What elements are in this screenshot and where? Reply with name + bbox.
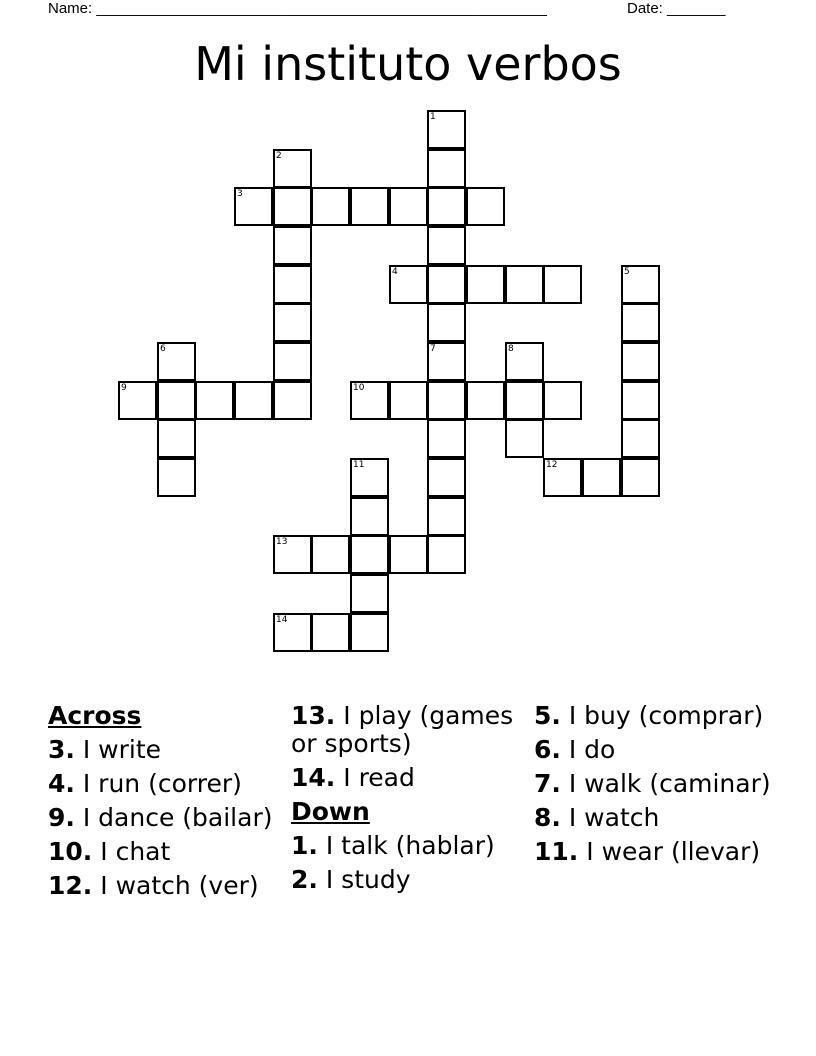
cell-number: 5 xyxy=(624,267,630,277)
clues-column-2 xyxy=(291,702,526,900)
grid-cell[interactable] xyxy=(543,265,582,304)
grid-cell[interactable] xyxy=(427,187,466,226)
date-field-label: Date: _______ xyxy=(627,0,726,17)
grid-cell[interactable] xyxy=(427,149,466,188)
grid-cell[interactable] xyxy=(621,458,660,497)
cell-number: 7 xyxy=(430,344,436,354)
clue-number: 6. xyxy=(534,735,561,764)
clue-down-2 xyxy=(291,866,526,894)
clue-text: I buy (comprar) xyxy=(568,701,764,730)
down-heading: Down xyxy=(291,797,370,826)
cell-number: 6 xyxy=(160,344,166,354)
grid-cell[interactable] xyxy=(350,381,389,420)
clue-number: 9. xyxy=(48,803,75,832)
grid-cell[interactable] xyxy=(621,303,660,342)
grid-cell[interactable] xyxy=(621,381,660,420)
grid-cell[interactable] xyxy=(157,342,196,381)
clue-text: I wear (llevar) xyxy=(586,837,761,866)
cell-number: 10 xyxy=(353,383,365,393)
clue-text: I dance (bailar) xyxy=(82,803,273,832)
grid-cell[interactable] xyxy=(311,613,350,652)
grid-cell[interactable] xyxy=(350,613,389,652)
grid-cell[interactable] xyxy=(389,381,428,420)
grid-cell[interactable] xyxy=(350,458,389,497)
grid-cell[interactable] xyxy=(350,497,389,536)
grid-cell[interactable] xyxy=(273,265,312,304)
cell-number: 3 xyxy=(237,189,243,199)
clue-across-9 xyxy=(48,804,283,832)
grid-cell[interactable] xyxy=(427,497,466,536)
clue-text: I do xyxy=(568,735,616,764)
grid-cell[interactable] xyxy=(466,265,505,304)
clue-text: I watch xyxy=(568,803,660,832)
clue-text: I talk (hablar) xyxy=(325,831,495,860)
clue-number: 5. xyxy=(534,701,561,730)
clue-down-1 xyxy=(291,832,526,860)
cell-number: 11 xyxy=(353,460,365,470)
clue-text: I walk (caminar) xyxy=(568,769,771,798)
grid-cell[interactable] xyxy=(427,226,466,265)
grid-cell[interactable] xyxy=(427,110,466,149)
grid-cell[interactable] xyxy=(157,419,196,458)
clue-down-7 xyxy=(534,770,774,798)
grid-cell[interactable] xyxy=(505,419,544,458)
header-line xyxy=(48,0,748,18)
clue-across-12 xyxy=(48,872,283,900)
grid-cell[interactable] xyxy=(543,381,582,420)
grid-cell[interactable] xyxy=(466,381,505,420)
grid-cell[interactable] xyxy=(273,381,312,420)
grid-cell[interactable] xyxy=(234,187,273,226)
clue-down-5 xyxy=(534,702,774,730)
clue-number: 10. xyxy=(48,837,93,866)
cell-number: 14 xyxy=(276,615,288,625)
grid-cell[interactable] xyxy=(621,342,660,381)
clue-down-6 xyxy=(534,736,774,764)
grid-cell[interactable] xyxy=(389,187,428,226)
clue-text: I study xyxy=(325,865,411,894)
clues-column-3 xyxy=(534,702,774,872)
name-field-label: Name: ______________________________________________________ xyxy=(48,0,547,17)
grid-cell[interactable] xyxy=(582,458,621,497)
grid-cell[interactable] xyxy=(273,187,312,226)
cell-number: 8 xyxy=(508,344,514,354)
grid-cell[interactable] xyxy=(427,381,466,420)
clue-number: 7. xyxy=(534,769,561,798)
clue-text: I run (correr) xyxy=(82,769,242,798)
cell-number: 2 xyxy=(276,151,282,161)
grid-cell[interactable] xyxy=(195,381,234,420)
clue-number: 13. xyxy=(291,701,336,730)
clue-text: I write xyxy=(82,735,162,764)
grid-cell[interactable] xyxy=(350,535,389,574)
grid-cell[interactable] xyxy=(543,458,582,497)
clue-across-10 xyxy=(48,838,283,866)
clue-across-4 xyxy=(48,770,283,798)
cell-number: 4 xyxy=(392,267,398,277)
grid-cell[interactable] xyxy=(466,187,505,226)
grid-cell[interactable] xyxy=(118,381,157,420)
grid-cell[interactable] xyxy=(311,187,350,226)
clue-down-8 xyxy=(534,804,774,832)
clue-number: 12. xyxy=(48,871,93,900)
grid-cell[interactable] xyxy=(621,265,660,304)
grid-cell[interactable] xyxy=(273,342,312,381)
clue-across-13 xyxy=(291,702,526,758)
grid-cell[interactable] xyxy=(273,535,312,574)
cell-number: 1 xyxy=(430,112,436,122)
grid-cell[interactable] xyxy=(350,187,389,226)
grid-cell[interactable] xyxy=(311,535,350,574)
grid-cell[interactable] xyxy=(427,419,466,458)
grid-cell[interactable] xyxy=(621,419,660,458)
grid-cell[interactable] xyxy=(427,535,466,574)
grid-cell[interactable] xyxy=(157,381,196,420)
grid-cell[interactable] xyxy=(389,535,428,574)
clue-text: I read xyxy=(343,763,415,792)
grid-cell[interactable] xyxy=(427,265,466,304)
grid-cell[interactable] xyxy=(273,149,312,188)
cell-number: 9 xyxy=(121,383,127,393)
clue-text: I play (games or sports) xyxy=(291,701,514,758)
clue-number: 14. xyxy=(291,763,336,792)
grid-cell[interactable] xyxy=(273,226,312,265)
grid-cell[interactable] xyxy=(505,265,544,304)
cell-number: 13 xyxy=(276,537,288,547)
grid-cell[interactable] xyxy=(427,458,466,497)
clue-text: I watch (ver) xyxy=(100,871,259,900)
across-heading: Across xyxy=(48,701,142,730)
clue-across-3 xyxy=(48,736,283,764)
clue-down-11 xyxy=(534,838,774,866)
grid-cell[interactable] xyxy=(157,458,196,497)
clue-number: 1. xyxy=(291,831,318,860)
page-title: Mi instituto verbos xyxy=(194,37,622,91)
grid-cell[interactable] xyxy=(273,303,312,342)
grid-cell[interactable] xyxy=(505,381,544,420)
clue-number: 11. xyxy=(534,837,579,866)
clue-text: I chat xyxy=(100,837,171,866)
clue-number: 8. xyxy=(534,803,561,832)
grid-cell[interactable] xyxy=(389,265,428,304)
clue-number: 2. xyxy=(291,865,318,894)
grid-cell[interactable] xyxy=(505,342,544,381)
grid-cell[interactable] xyxy=(427,342,466,381)
cell-number: 12 xyxy=(546,460,558,470)
clue-across-14 xyxy=(291,764,526,792)
clue-number: 3. xyxy=(48,735,75,764)
clue-number: 4. xyxy=(48,769,75,798)
clues-column-1 xyxy=(48,702,283,906)
grid-cell[interactable] xyxy=(427,303,466,342)
grid-cell[interactable] xyxy=(350,574,389,613)
grid-cell[interactable] xyxy=(234,381,273,420)
grid-cell[interactable] xyxy=(273,613,312,652)
